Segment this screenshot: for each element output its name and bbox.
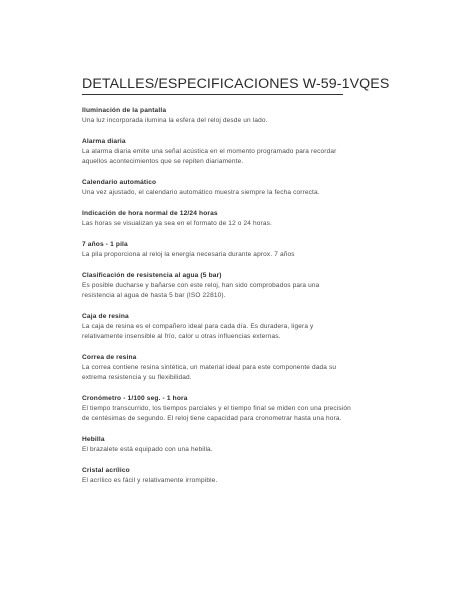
page-title: DETALLES/ESPECIFICACIONES W-59-1VQES [82, 76, 390, 92]
spec-section-cristal [82, 466, 352, 486]
spec-section-correa [82, 353, 352, 383]
spec-list [82, 106, 352, 486]
spec-description: La pila proporciona al reloj la energía necesaria durante aprox. 7 años [82, 251, 295, 258]
spec-heading: Alarma diaria [82, 138, 126, 145]
spec-heading: Iluminación de la pantalla [82, 107, 167, 114]
spec-description: El brazalete está equipado con una hebilla. [82, 446, 213, 453]
spec-section-pila [82, 240, 352, 260]
spec-heading: Hebilla [82, 436, 105, 443]
spec-description: La correa contiene resina sintética, un material ideal para este componente dada su extrema resistencia y su flexibilidad. [82, 364, 337, 381]
spec-description: Una luz incorporada ilumina la esfera del reloj desde un lado. [82, 117, 268, 124]
spec-heading: Caja de resina [82, 313, 129, 320]
spec-heading: 7 años - 1 pila [82, 241, 128, 248]
spec-description: La alarma diaria emite una señal acústica en el momento programado para recordar aquellos acontecimientos que se repiten diariamente. [82, 148, 337, 165]
spec-description: Es posible ducharse y bañarse con este reloj, han sido comprobados para una resistencia al agua de hasta 5 bar (ISO 22810). [82, 282, 320, 299]
spec-section-alarma [82, 137, 352, 167]
spec-description: La caja de resina es el compañero ideal para cada día. Es duradera, ligera y relativamente insensible al frío, calor u otras influencias externas. [82, 323, 314, 340]
spec-section-resistencia-agua [82, 271, 352, 301]
spec-description: Las horas se visualizan ya sea en el formato de 12 o 24 horas. [82, 220, 272, 227]
spec-heading: Indicación de hora normal de 12/24 horas [82, 210, 218, 217]
spec-section-formato-hora [82, 209, 352, 229]
spec-description: El acrílico es fácil y relativamente irrompible. [82, 477, 218, 484]
spec-section-calendario [82, 178, 352, 198]
spec-section-cronometro [82, 394, 352, 424]
spec-heading: Calendario automático [82, 179, 157, 186]
spec-description: El tiempo transcurrido, los tiempos parciales y el tiempo final se miden con una precisión de centésimas de segundo. El reloj tiene capacidad para cronometrar hasta una hora. [82, 405, 351, 422]
title-divider [82, 94, 343, 95]
spec-description: Una vez ajustado, el calendario automático muestra siempre la fecha correcta. [82, 189, 320, 196]
spec-section-iluminacion [82, 106, 352, 126]
spec-section-caja [82, 312, 352, 342]
spec-heading: Clasificación de resistencia al agua (5 bar) [82, 272, 222, 279]
spec-heading: Correa de resina [82, 354, 137, 361]
spec-section-hebilla [82, 435, 352, 455]
spec-heading: Cristal acrílico [82, 467, 130, 474]
spec-heading: Cronómetro - 1/100 seg. - 1 hora [82, 395, 188, 402]
